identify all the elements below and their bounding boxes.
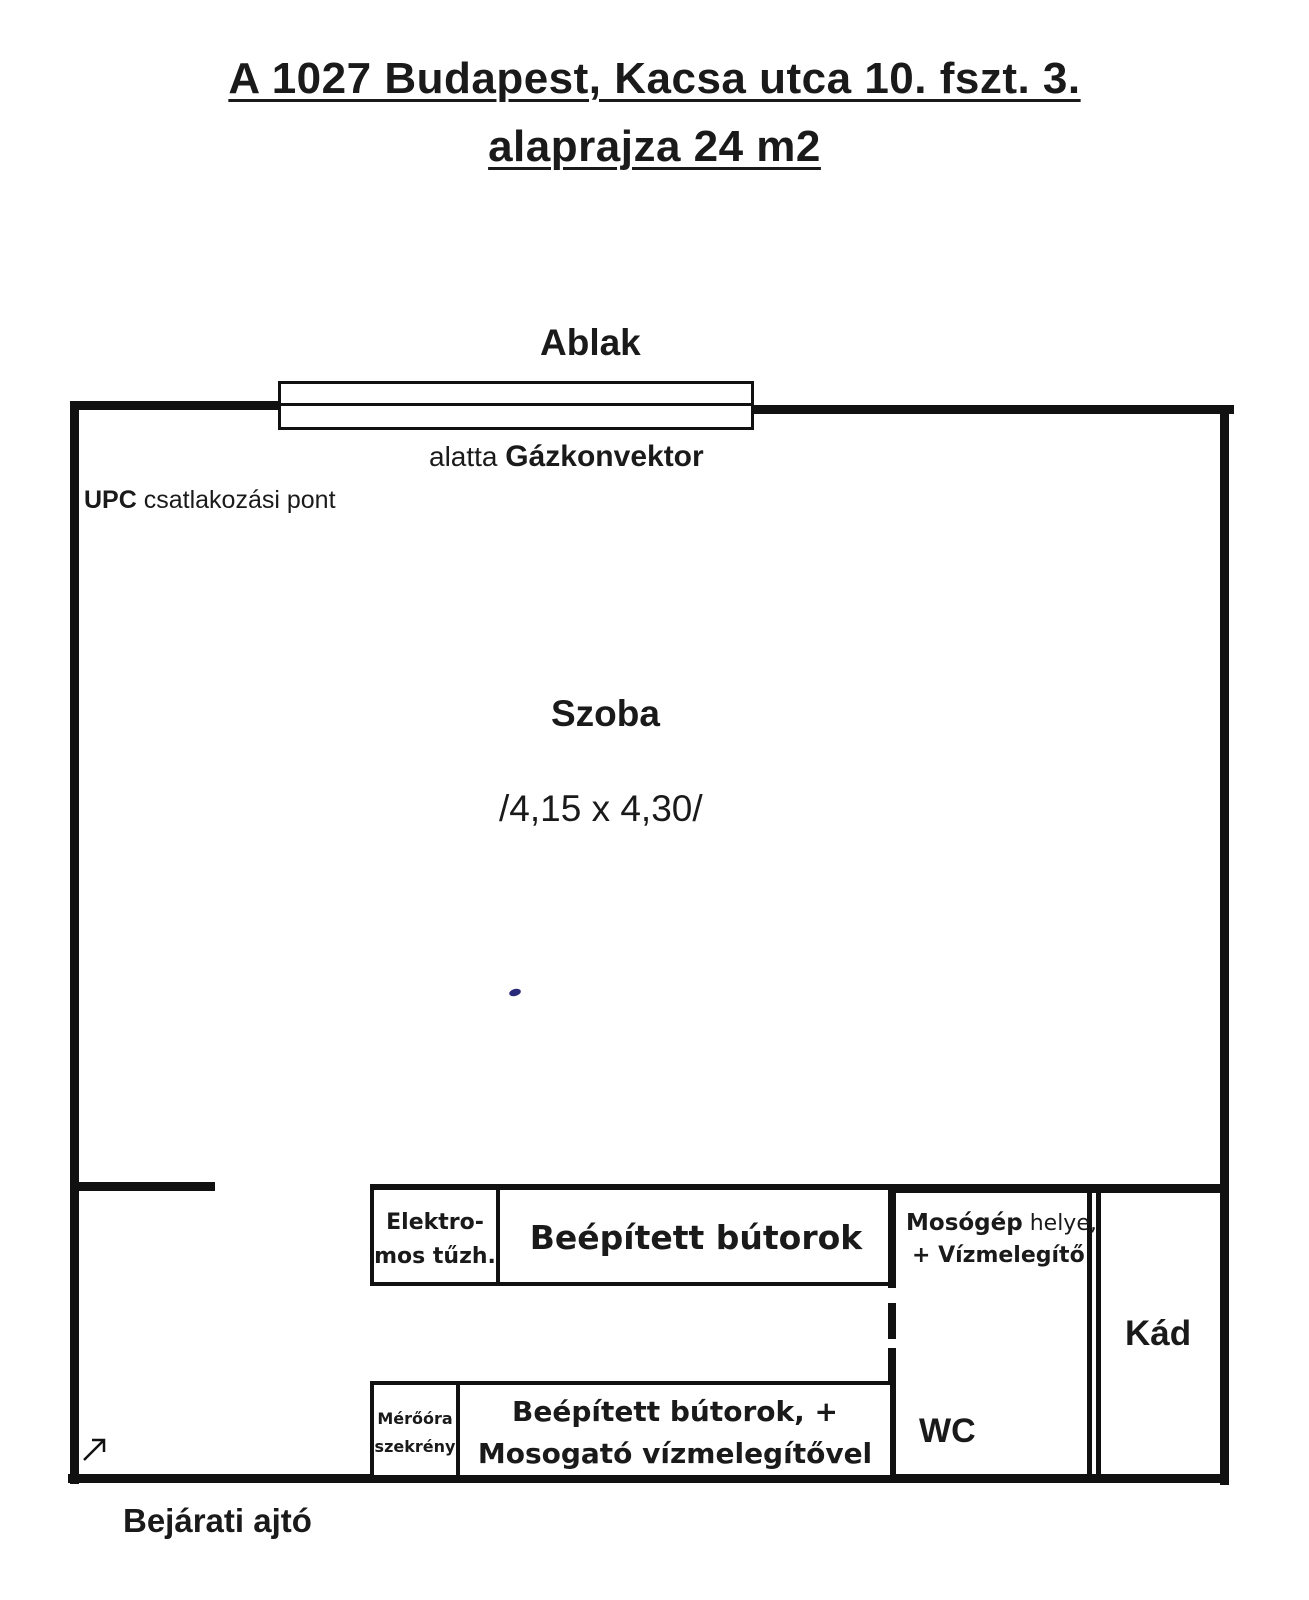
electric-stove-box (370, 1186, 500, 1286)
plan-title-line1: A 1027 Budapest, Kacsa utca 10. fszt. 3. (228, 54, 1081, 103)
room-name: Szoba (551, 693, 660, 734)
upc-bold: UPC (84, 486, 137, 514)
water-heater-label: + Vízmelegítő (912, 1243, 1085, 1268)
meter-cabinet-line1: Mérőóra (377, 1409, 453, 1428)
upc-connection-label (84, 486, 336, 515)
meter-cabinet-line2: szekrény (374, 1437, 456, 1456)
electric-stove-line2: mos tűzh. (374, 1244, 496, 1269)
built-in-furniture-box (496, 1186, 896, 1286)
room-dimensions: /4,15 x 4,30/ (499, 788, 703, 829)
wall-right (1220, 405, 1229, 1485)
wall-top-right (752, 405, 1234, 414)
arrow-up-right-icon (80, 1434, 110, 1464)
built-in-sink-line1: Beépített bútorok, + (512, 1395, 838, 1428)
entrance-door-label: Bejárati ajtó (123, 1502, 312, 1539)
built-in-sink-line2: Mosogató vízmelegítővel (477, 1437, 873, 1470)
upc-rest: csatlakozási pont (143, 486, 336, 514)
washing-machine-rest: helye, (1029, 1211, 1097, 1236)
plan-title-line2: alaprajza 24 m2 (488, 122, 821, 171)
interior-wall-stub (70, 1182, 215, 1191)
wc-label: WC (919, 1412, 976, 1450)
meter-cabinet-box (370, 1381, 460, 1479)
partition-upper (888, 1190, 896, 1288)
wall-left (70, 401, 79, 1484)
electric-stove-line1: Elektro- (386, 1210, 484, 1235)
ink-mark (508, 988, 521, 998)
washing-machine-bold: Mosógép (906, 1210, 1023, 1236)
built-in-furniture-label: Beépített bútorok (529, 1218, 863, 1257)
gas-convector-name: Gázkonvektor (505, 440, 704, 473)
wall-top-left (74, 401, 280, 410)
partition-dash-1 (888, 1303, 896, 1339)
partition-dash-2 (888, 1348, 896, 1384)
window-middle-line (281, 403, 751, 406)
window (278, 381, 754, 430)
gas-convector-label (429, 440, 704, 474)
bathtub-label: Kád (1125, 1314, 1192, 1353)
gas-convector-prefix: alatta (429, 441, 498, 472)
window-label: Ablak (540, 322, 641, 363)
built-in-sink-box (456, 1381, 894, 1479)
washing-machine-label (906, 1207, 1097, 1272)
